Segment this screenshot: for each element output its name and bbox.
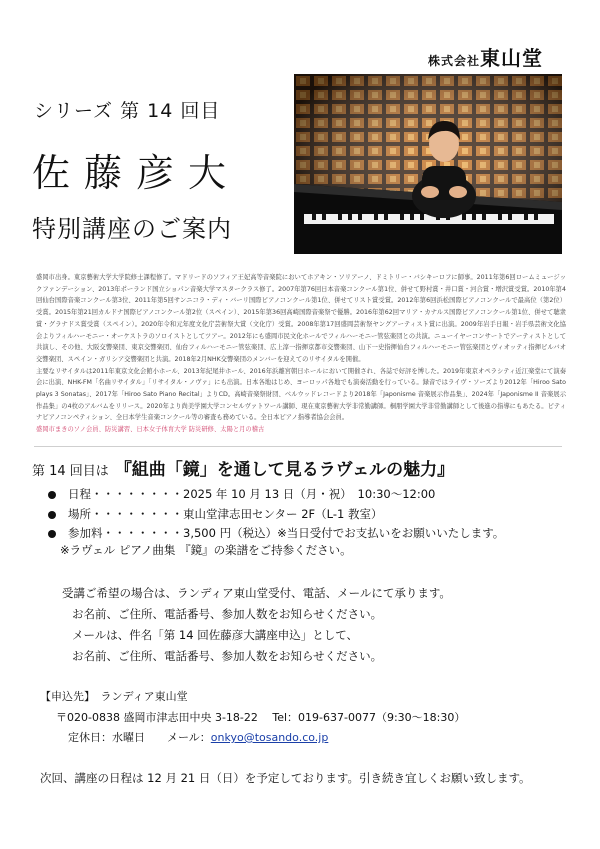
session-theme: 『組曲「鏡」を通して見るラヴェルの魅力』 <box>114 460 455 480</box>
section-divider <box>34 446 562 447</box>
score-notice: ※ラヴェル ピアノ曲集 『鏡』の楽譜をご持参ください。 <box>60 543 352 557</box>
course-title: 特別講座のご案内 <box>32 215 232 243</box>
bullet-icon <box>48 511 56 519</box>
bio-note: 盛岡市まきのソノ会員、防災講習、日本女子体育大学 防災研修、太陽と月の稽古 <box>36 426 265 434</box>
email-link[interactable]: onkyo@tosando.co.jp <box>210 731 329 744</box>
apply-line: メールは、件名「第 14 回佐藤彦大講座申込」として、 <box>72 628 358 642</box>
pianist-photo <box>294 74 562 254</box>
apply-line: 受講ご希望の場合は、ランディア東山堂受付、電話、メールにて承ります。 <box>62 586 451 600</box>
pianist-biography <box>36 272 566 436</box>
bio-paragraph: 主要なリサイタルは2011年東京文化会館小ホール、2013年紀尾井ホール、2016年浜離宮朝日ホールにおいて開催され、各誌で好評を博した。2019年東京オペラシティ近江楽堂にて演奏会に出演、NHK-FM「名曲リサイタル」「リサイタル・ノヴァ」にも出演。日本各地はじめ、ヨーロッパ各地でも演奏活動を行っている。録音ではライヴ・ソーズより2012年「Hiroo Sato plays 3 Sonatas」、2017年「Hiroo Sato Piano Recital」よりCD。高崎音楽祭財団、ベルウッドレコードより2018年「Japonisme 音楽展示作品集」、2024年「Japonisme II 音楽展示作品集」の4枚のアルバムをリリース。2020年より尚美学園大学コンセルヴァトワール講師、現在東京藝術大学非常勤講師。桐朋学園大学非常勤講師として後進の指導にもあたる。ピティナピアノコンペティション、全日本学生音楽コンクール等の審査も務めている。全日本ピアノ指導者協会会員。 <box>36 367 566 422</box>
series-number: シリーズ 第 14 回目 <box>34 100 221 122</box>
apply-line: お名前、ご住所、電話番号、参加人数をお知らせください。 <box>72 649 383 663</box>
info-place: 場所・・・・・・・・東山堂津志田センター 2F（L-1 教室） <box>48 506 382 522</box>
contact-holiday: 定休日：水曜日 メール：onkyo@tosando.co.jp <box>68 731 329 744</box>
info-date: 日程・・・・・・・・2025 年 10 月 13 日（月・祝） 10:30～12:00 <box>48 486 435 502</box>
bullet-icon <box>48 491 56 499</box>
info-fee: 参加料・・・・・・・3,500 円（税込）※当日受付でお支払いをお願いいたします。 <box>48 525 504 541</box>
bio-paragraph: 盛岡市出身。東京藝術大学大学院修士課程修了。マドリードのソフィア王妃高等音楽院においてホアキン・ソリアーノ、ドミトリー・バシキーロフに師事。2011年第6回ロームミュージックファンデーション、2013年ポーランド国立ショパン音楽大学マスタークラス修了。2007年第76回日本音楽コンクール第1位、併せて野村賞・井口賞・河合賞・増沢賞受賞。2010年第4回仙台国際音楽コンクール第3位、2011年第5回サンニコラ・ディ・バーリ国際ピアノコンクール第1位、併せてリスト賞受賞。2012年第6回浜松国際ピアノコンクールで最高位（第2位）受賞。2015年第21回カルドナ国際ピアノコンクール第2位（スペイン）、2015年第36回高崎国際音楽祭で優勝。2016年第62回マリア・カナルス国際ピアノコンクール第1位、併せて聴衆賞・グラナドス賞受賞（スペイン）。2020年令和元年度文化庁芸術祭大賞（文化庁）受賞。2008年第17回盛岡芸術祭ヤングアーティスト賞に出演。2009年岩手日報・岩手県芸術文化協会よりフィルハーモニー・オーケストラのソロイストとしてツアー。2012年にも盛岡市民文化ホールでフィルハーモニー管弦楽団との共演。ニューイヤーコンサートでアーティストとして共演し、その他、大阪交響楽団、東京交響楽団、仙台フィルハーモニー管弦楽団、広上淳一指揮京都市交響楽団、山下一史指揮仙台フィルハーモニー管弦楽団とヴィオッティ指揮ビルバオ交響楽団、スペイン・ガリシア交響楽団と共演。2018年2月NHK交響楽団のメンバーを迎えてのリサイタルを開催。 <box>36 274 566 363</box>
session-label: 第 14 回目は <box>32 464 109 479</box>
company-logo: 株式会社東山堂 <box>428 46 544 70</box>
apply-line: お名前、ご住所、電話番号、参加人数をお知らせください。 <box>72 607 383 621</box>
pianist-name: 佐藤彦大 <box>32 151 241 195</box>
bullet-icon <box>48 530 56 538</box>
session-heading <box>32 455 454 480</box>
next-session-notice: 次回、講座の日程は 12 月 21 日（日）を予定しております。引き続き宜しくお願い致します。 <box>40 771 531 785</box>
contact-heading: 【申込先】 ランディア東山堂 <box>40 690 188 703</box>
contact-address: 〒020-0838 盛岡市津志田中央 3-18-22 Tel：019-637-0077（9:30～18:30） <box>56 711 466 724</box>
